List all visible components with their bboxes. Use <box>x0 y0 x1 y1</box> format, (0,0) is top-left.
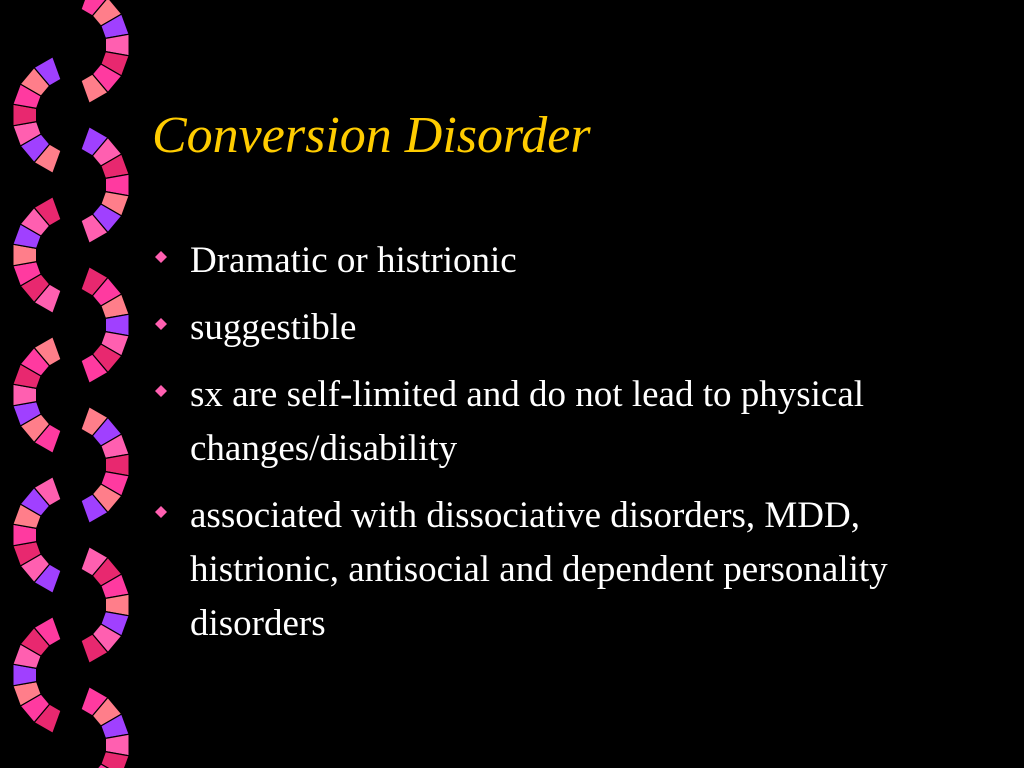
bullet-item <box>152 301 982 355</box>
diamond-bullet-icon <box>155 385 167 397</box>
ribbon-fan <box>81 687 129 768</box>
ribbon-fan <box>81 127 129 244</box>
bullet-text: Dramatic or histrionic <box>190 240 517 281</box>
slide-title: Conversion Disorder <box>152 107 591 164</box>
diamond-bullet-icon <box>155 318 167 330</box>
ribbon-fan <box>81 267 129 384</box>
ribbon-decoration <box>0 0 140 768</box>
ribbon-fan <box>81 547 129 664</box>
bullet-text: sx are self-limited and do not lead to physical changes/disability <box>190 374 865 469</box>
ribbon-fan <box>13 337 61 454</box>
ribbon-fan <box>13 617 61 734</box>
ribbon-fan <box>81 407 129 524</box>
diamond-bullet-icon <box>155 251 167 263</box>
bullet-item <box>152 234 982 288</box>
bullet-text: suggestible <box>190 307 357 348</box>
diamond-bullet-icon <box>155 506 167 518</box>
ribbon-fan <box>13 57 61 174</box>
ribbon-fan <box>81 0 129 103</box>
bullet-item <box>152 368 982 476</box>
bullet-item <box>152 489 982 651</box>
ribbon-fan <box>13 477 61 594</box>
bullet-list <box>152 234 982 664</box>
bullet-text: associated with dissociative disorders, MDD, histrionic, antisocial and dependent personality disorders <box>190 495 888 644</box>
ribbon-fan <box>13 197 61 314</box>
